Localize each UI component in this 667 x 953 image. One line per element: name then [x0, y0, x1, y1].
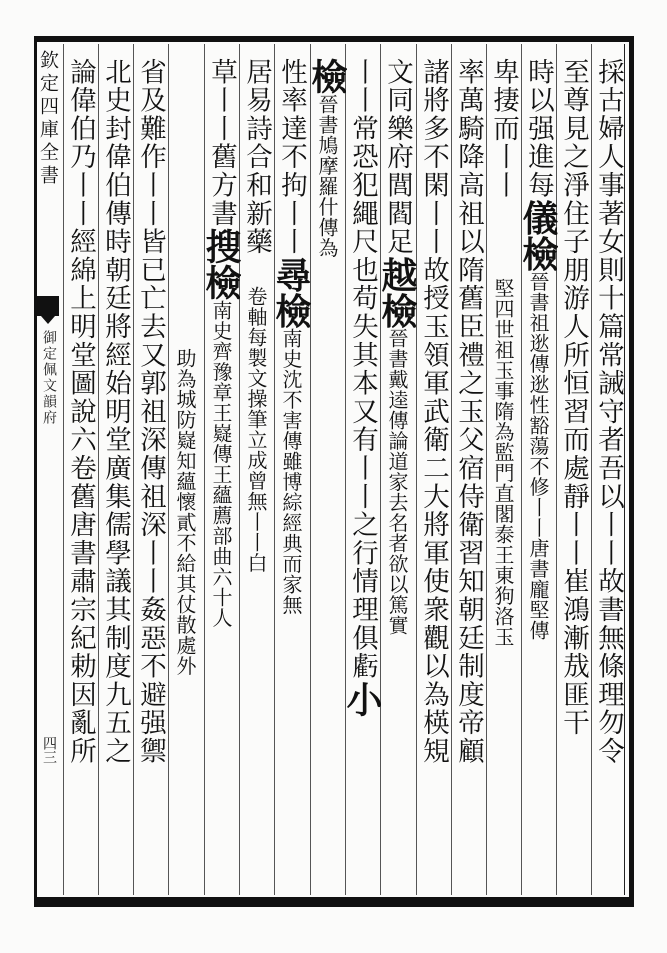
column-rule [310, 44, 311, 895]
column-note: 堅四世祖玉事隋為監門直閣泰王東狗洛玉 [491, 277, 515, 647]
column-text: 採古婦人事著女則十篇常誡守者吾以丨丨故書無條理勿令 [593, 58, 624, 766]
column-rule [521, 44, 522, 895]
headword: 檢 [306, 58, 348, 94]
text-column-4 [488, 58, 518, 647]
column-text: 卑捿而丨丨 [488, 58, 519, 200]
text-column-7 [376, 58, 418, 636]
text-column-6 [418, 58, 448, 766]
column-rule [274, 44, 275, 895]
column-rule [486, 44, 487, 895]
column-rule [416, 44, 417, 895]
column-rule [451, 44, 452, 895]
column-rule [133, 44, 134, 895]
text-column-10 [270, 58, 312, 616]
text-column-1 [593, 58, 623, 766]
text-column-2 [558, 58, 588, 737]
text-column-11 [241, 58, 271, 573]
text-column-5 [453, 58, 483, 766]
margin-subtitle: 御定佩文韻府 [41, 330, 57, 426]
column-note: 晉書祖逖傳逖性豁蕩不修丨丨唐書龐堅傳 [526, 271, 550, 641]
column-rule [168, 44, 169, 895]
text-column-15 [100, 58, 130, 766]
column-rule [380, 44, 381, 895]
column-text: 草丨丨舊方書 [206, 58, 237, 228]
frame-right-inner-line [624, 44, 625, 895]
column-text: 省及難作丨丨皆已亡去又郭祖深傳祖深丨丨姦惡不避强禦 [135, 58, 166, 766]
column-text: 文同樂府閭閻足 [382, 58, 413, 257]
column-rule [63, 44, 64, 895]
text-column-16 [65, 58, 95, 766]
margin-book-title: 欽定四庫全書 [37, 50, 59, 188]
page-number: 四三 [41, 736, 57, 764]
column-text: 至尊見之淨住子朋游人所恒習而處靜丨丨崔鴻漸㦲匪干 [558, 58, 589, 738]
text-column-9 [306, 58, 348, 258]
column-rule [345, 44, 346, 895]
column-rule [591, 44, 592, 895]
column-text: 性率達不拘丨丨 [276, 58, 307, 257]
column-rule [204, 44, 205, 895]
column-text: 丨丨常恐犯繩尺也苟失其本又有丨丨之行情理俱虧 [347, 58, 378, 681]
frame-top-border [34, 36, 633, 42]
column-text: 率萬騎降高祖以隋舊臣禮之玉父宿侍衛習知朝廷制度帝顧 [453, 58, 484, 766]
text-column-13 [170, 58, 200, 676]
column-note: 南史沈不害傳雖博綜經典而家無 [279, 328, 303, 616]
column-rule [556, 44, 557, 895]
column-rule [98, 44, 99, 895]
frame-right-border [629, 36, 634, 907]
column-note: 助為城防嶷知蘊懷貳不給其仗散處外 [173, 348, 197, 676]
headword: 尋檢 [270, 256, 312, 329]
frame-bottom-border [34, 897, 633, 907]
text-column-12 [200, 58, 242, 628]
column-note: 晉書鳩摩羅什傳為 [315, 94, 339, 258]
column-text: 諸將多不閑丨丨故授玉領軍武衛二大將軍使衆觀以為楧䂓 [418, 58, 449, 766]
headword: 越檢 [376, 256, 418, 329]
text-column-8 [341, 58, 383, 717]
column-text: 居易詩合和新藥 [241, 58, 272, 257]
column-text: 論偉伯乃丨丨經綿上明堂圖說六卷舊唐書肅宗紀勅因亂所 [65, 58, 96, 766]
fish-tail-mark-icon [37, 296, 59, 316]
text-column-14 [135, 58, 165, 766]
headword: 小 [341, 680, 383, 717]
column-text: 時以强進每 [523, 58, 554, 200]
column-note: 晉書戴逵傳論道家去名者欲以篤實 [385, 328, 409, 636]
headword: 搜檢 [200, 227, 242, 300]
column-note: 卷軸每製文操筆立成曾無丨丨白 [244, 286, 268, 574]
column-rule [239, 44, 240, 895]
text-column-3 [517, 58, 559, 641]
headword: 儀檢 [517, 199, 559, 272]
column-text: 北史封偉伯傳時朝廷將經始明堂廣集儒學議其制度九五之 [100, 58, 131, 766]
column-note: 南史齊豫章王嶷傳王蘊薦部曲六十人 [209, 299, 233, 628]
